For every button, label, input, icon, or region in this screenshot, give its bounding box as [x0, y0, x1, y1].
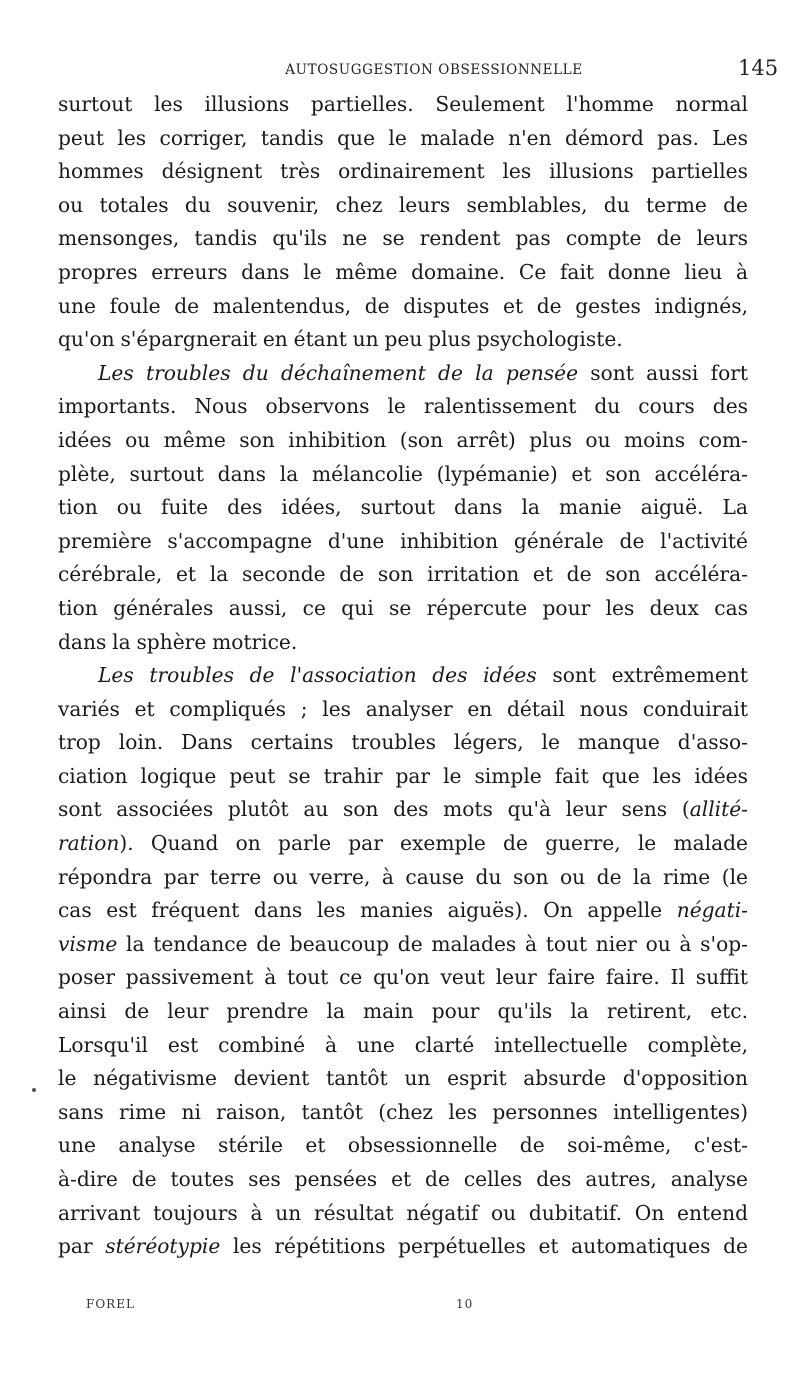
italic-term: visme [58, 931, 118, 956]
text-line: idées ou même son inhibition (son arrêt) plus ou moins com- [58, 427, 748, 452]
margin-mark [32, 1088, 36, 1092]
text-line: cas est fréquent dans les manies aiguës). On appelle négati- [58, 898, 748, 923]
italic-term: Les troubles de l'association des idées [98, 663, 537, 688]
text-line: hommes désignent très ordinairement les illusions partielles [58, 159, 748, 184]
text-line: variés et compliqués ; les analyser en détail nous conduirait [58, 696, 748, 721]
text-line: Les troubles du déchaînement de la pensée sont aussi fort [98, 360, 748, 385]
italic-term: négati- [676, 898, 748, 923]
italic-term: stéréotypie [105, 1234, 221, 1259]
text-line: une analyse stérile et obsessionnelle de soi-même, c'est- [58, 1133, 748, 1158]
text-line: mensonges, tandis qu'ils ne se rendent pas compte de leurs [58, 226, 748, 251]
text-line: ou totales du souvenir, chez leurs semblables, du terme de [58, 192, 748, 217]
text-line: dans la sphère motrice. [58, 629, 298, 654]
text-line: visme la tendance de beaucoup de malades à tout nier ou à s'op- [58, 931, 748, 956]
italic-term: Les troubles du déchaînement de la pensée [98, 360, 579, 385]
text-line: tion générales aussi, ce qui se répercute pour les deux cas [58, 595, 748, 620]
text-line: sont associées plutôt au son des mots qu'à leur sens (allité- [58, 797, 748, 822]
text-line: ration). Quand on parle par exemple de guerre, le malade [58, 831, 748, 856]
text-line: qu'on s'épargnerait en étant un peu plus psychologiste. [58, 327, 623, 352]
text-line: trop loin. Dans certains troubles légers, le manque d'asso- [58, 730, 748, 755]
text-line: propres erreurs dans le même domaine. Ce fait donne lieu à [58, 259, 748, 284]
signature-mark-right: 10 [456, 1297, 474, 1311]
text-line: tion ou fuite des idées, surtout dans la manie aiguë. La [58, 495, 748, 520]
running-title: AUTOSUGGESTION OBSESSIONNELLE [285, 62, 583, 78]
italic-term: ration [58, 831, 120, 856]
text-line: une foule de malentendus, de disputes et de gestes indignés, [58, 293, 748, 318]
text-line: Lorsqu'il est combiné à une clarté intellectuelle complète, [58, 1032, 748, 1057]
text-line: ainsi de leur prendre la main pour qu'ils la retirent, etc. [58, 999, 748, 1024]
text-line: répondra par terre ou verre, à cause du son ou de la rime (le [58, 864, 748, 889]
text-line: le négativisme devient tantôt un esprit absurde d'opposition [58, 1066, 748, 1091]
text-line: Les troubles de l'association des idées sont extrêmement [98, 663, 748, 688]
text-line: plète, surtout dans la mélancolie (lypémanie) et son accéléra- [58, 461, 748, 486]
text-line: importants. Nous observons le ralentissement du cours des [58, 394, 748, 419]
text-line: peut les corriger, tandis que le malade n'en démord pas. Les [58, 125, 748, 150]
text-line: arrivant toujours à un résultat négatif ou dubitatif. On entend [58, 1200, 748, 1225]
text-line: ciation logique peut se trahir par le simple fait que les idées [58, 763, 748, 788]
text-line: à-dire de toutes ses pensées et de celles des autres, analyse [58, 1167, 748, 1191]
text-line: cérébrale, et la seconde de son irritation et de son accéléra- [58, 562, 748, 587]
text-line: surtout les illusions partielles. Seulement l'homme normal [58, 92, 748, 116]
page-number: 145 [738, 56, 779, 80]
italic-term: allité- [689, 797, 748, 822]
text-line: première s'accompagne d'une inhibition générale de l'activité [58, 528, 748, 553]
text-line: sans rime ni raison, tantôt (chez les personnes intelligentes) [58, 1099, 748, 1124]
text-line: par stéréotypie les répétitions perpétuelles et automatiques de [58, 1234, 748, 1259]
text-line: poser passivement à tout ce qu'on veut leur faire faire. Il suffit [58, 965, 748, 990]
signature-mark-left: FOREL [86, 1297, 135, 1311]
body-text [58, 88, 748, 1264]
